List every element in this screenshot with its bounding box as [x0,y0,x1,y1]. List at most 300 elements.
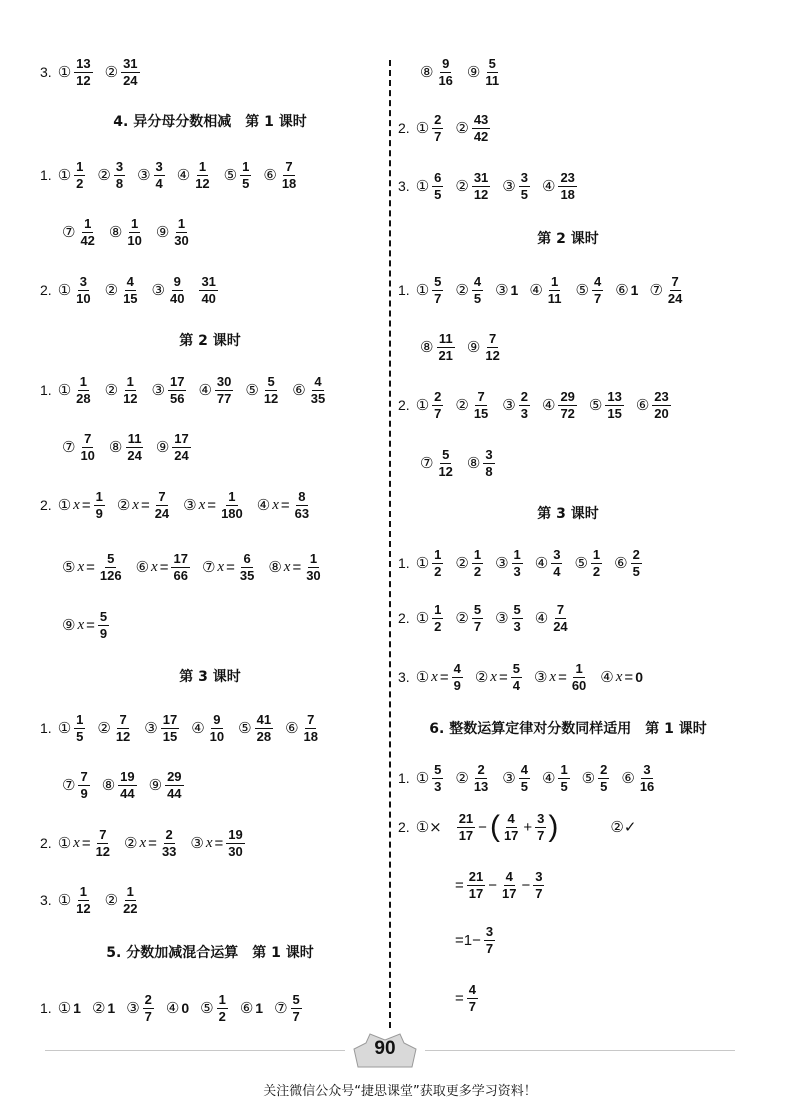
answer-line [40,988,314,1028]
circled-number: ① [415,609,430,627]
answer-item [58,713,87,743]
answer-item [198,375,234,405]
circled-number: ③ [533,668,548,686]
answer-item [97,160,126,190]
answer-item [467,332,503,362]
answer-item [455,763,491,793]
fraction-denominator: 12 [115,728,131,744]
fraction-denominator: 16 [438,72,453,88]
fraction-numerator: 1 [551,273,559,289]
answer-line [453,865,556,905]
fraction-numerator: 5 [442,446,450,462]
fraction [78,770,89,800]
fraction-numerator: 5 [512,660,520,676]
fraction [432,548,443,578]
fraction-denominator: 8 [115,175,124,191]
fraction-numerator: 1 [76,711,84,727]
circled-number: ① [57,834,72,852]
answer-line [420,327,514,367]
parenthesis: ( [489,810,500,843]
fraction [262,375,280,405]
fraction-denominator: 24 [154,505,170,521]
answer-item [495,603,524,633]
fraction [118,770,136,800]
circled-number: ① [57,281,72,299]
fraction-numerator: 4 [507,810,515,826]
fraction-numerator: 23 [560,169,575,185]
fraction-numerator: 1 [434,601,442,617]
fraction [160,828,178,858]
fraction-denominator: 7 [473,618,482,634]
circled-number: ⑦ [62,776,76,794]
answer-line [420,52,513,92]
fraction-denominator: 40 [201,290,216,306]
fraction-denominator: 24 [123,72,138,88]
fraction-numerator: 11 [127,430,142,446]
variable-x: x [283,558,291,575]
answer-item [58,828,113,858]
answer-item [58,375,94,405]
fraction [125,217,143,247]
fraction-denominator: 8 [485,463,493,479]
section-heading: 4. 异分母分数相减 第 1 课时 [113,114,307,130]
fraction-numerator: 1 [95,488,103,504]
fraction-denominator: 5 [560,778,568,794]
fraction [121,885,139,915]
fraction-denominator: 180 [221,505,243,521]
fraction-numerator: 1 [592,546,601,562]
circled-number: ⑨ [466,63,481,81]
answer-item [156,217,192,247]
answer-item [416,113,445,143]
fraction-numerator: 4 [473,273,482,289]
answer-item [542,390,578,420]
circled-number: ① [415,396,430,414]
circled-number: ⑤ [581,769,596,787]
equals-sign: = [81,834,91,852]
fraction-denominator: 44 [120,785,135,801]
answer-line [398,598,582,638]
circled-number: ① [57,496,72,514]
circled-number: ① [415,554,430,572]
fraction-denominator: 5 [434,186,442,202]
fraction-numerator: 13 [607,388,622,404]
circled-number: ⑤ [574,554,588,572]
fraction-denominator: 72 [560,405,575,421]
fraction [240,160,251,190]
circled-number: ⑦ [201,558,216,576]
fraction-denominator: 17 [502,885,517,901]
fraction-denominator: 24 [667,290,683,306]
fraction [558,171,576,201]
answer-line [398,385,683,425]
answer-item [124,828,179,858]
fraction-numerator: 2 [434,388,442,404]
fraction [172,432,190,462]
circled-number: ③ [151,281,165,299]
fraction-numerator: 5 [513,601,521,617]
fraction-denominator: 15 [123,290,138,306]
fraction-numerator: 1 [242,158,250,174]
fraction [432,603,443,633]
answer-item [292,375,328,405]
parenthesis: ) [548,810,559,843]
answer-item [535,548,564,578]
fraction-denominator: 15 [607,405,622,421]
circled-number: ② [97,719,111,737]
answer-item [200,993,229,1023]
circled-number: ①× [415,818,442,836]
fraction [605,390,623,420]
answer-item [190,828,245,858]
answer-item [574,548,603,578]
equals-sign: = [280,496,290,514]
fraction-denominator: 9 [99,625,108,641]
fraction [293,490,311,520]
fraction-denominator: 24 [127,447,142,463]
operator: = [455,876,464,894]
fraction [432,171,443,201]
fraction-numerator: 7 [285,158,293,174]
footer-text: 关注微信公众号“捷思课堂”获取更多学习资料！ [263,1084,537,1099]
answer-item [109,432,145,462]
operator: − [478,818,487,836]
fraction-numerator: 2 [434,111,442,127]
section-heading: 5. 分数加减混合运算 第 1 课时 [106,945,314,961]
fraction-numerator: 7 [671,273,679,289]
fraction-denominator: 30 [306,567,321,583]
answer-item [582,763,611,793]
answer-line [398,807,649,847]
circled-number: ① [415,668,430,686]
fraction-denominator: 9 [95,505,103,521]
answer-line [40,370,339,410]
fraction [238,552,256,582]
fraction-denominator: 7 [535,885,543,901]
question-number: 3. [398,669,410,685]
fraction [78,432,96,462]
fraction-numerator: 21 [468,868,484,884]
fraction-numerator: 17 [174,430,189,446]
fraction-numerator: 1 [228,488,236,504]
operator: =1− [455,931,481,949]
answer-item [58,160,87,190]
answer-item [610,818,638,836]
circled-number: ⑤ [200,999,214,1017]
answer-item [416,548,445,578]
circled-number: ⑧ [101,776,116,794]
answer-item [455,390,491,420]
fraction [436,57,454,87]
circled-number: ② [455,769,469,787]
column-divider [389,60,391,1028]
fraction-denominator: 7 [144,1008,152,1024]
fraction-denominator: 7 [537,827,545,843]
answer-item [62,610,110,640]
circled-number: ②✓ [610,818,637,836]
fraction-numerator: 1 [473,546,482,562]
fraction [199,275,217,305]
fraction-numerator: 7 [488,330,497,346]
answer-line [398,270,696,310]
fraction [591,548,602,578]
fraction-denominator: 10 [209,728,225,744]
fraction-denominator: 7 [593,290,602,306]
fraction-denominator: 5 [632,563,640,579]
circled-number: ⑥ [285,719,299,737]
answer-item [263,160,299,190]
answer-item [257,490,312,520]
fraction-numerator: 2 [165,826,173,842]
circled-number: ③ [151,381,165,399]
equals-sign: = [624,668,634,686]
answer-item [416,812,560,842]
answer-item [542,171,578,201]
fraction-denominator: 2 [434,563,442,579]
circled-number: ⑥ [614,554,628,572]
fraction-numerator: 17 [169,373,185,389]
fraction [436,448,454,478]
variable-x: x [151,558,158,575]
fraction-denominator: 42 [473,128,489,144]
answer-item [455,113,491,143]
circled-number: ③ [495,281,509,299]
fraction-numerator: 5 [267,373,275,389]
answer-item [224,160,253,190]
circled-number: ② [91,999,106,1017]
fraction-denominator: 12 [76,72,91,88]
fraction-denominator: 10 [76,290,91,306]
circled-number: ② [455,119,469,137]
fraction-denominator: 24 [553,618,568,634]
question-number: 1. [40,1000,52,1016]
answer-item [455,171,491,201]
fraction-denominator: 7 [292,1008,300,1024]
fraction-denominator: 4 [512,677,520,693]
answer-line [62,427,203,467]
fraction [168,375,186,405]
answer-item [62,217,98,247]
circled-number: ⑤ [588,396,603,414]
answer-item [621,763,657,793]
answer-item [455,548,484,578]
answer-item [136,552,191,582]
fraction-numerator: 4 [593,273,602,289]
variable-x: x [272,496,279,513]
equals-sign: = [292,558,302,576]
fraction-denominator: 2 [76,175,84,191]
circled-number: ④ [541,177,556,195]
circled-number: ⑥ [263,166,277,184]
fraction-denominator: 15 [162,728,178,744]
operator: + [523,818,533,836]
equals-sign: = [498,668,508,686]
answer-line [453,978,490,1018]
fraction [558,390,576,420]
circled-number: ③ [190,834,204,852]
variable-x: x [615,668,623,685]
fraction-numerator: 17 [173,550,188,566]
circled-number: ② [104,381,119,399]
circled-number: ① [415,177,430,195]
fraction-denominator: 44 [167,785,182,801]
circled-number: ⑧ [466,454,481,472]
answer-item [416,763,445,793]
circled-number: ④ [256,496,271,514]
fraction-numerator: 1 [79,373,87,389]
fraction-denominator: 13 [473,778,489,794]
question-number: 2. [398,120,410,136]
circled-number: ④ [165,999,180,1017]
fraction [652,390,670,420]
fraction-denominator: 30 [228,843,243,859]
section-heading: 第 3 课时 [179,669,241,685]
circled-number: ⑧ [420,63,434,81]
fraction [512,603,523,633]
fraction-numerator: 3 [485,446,493,462]
answer-value: 1 [73,1000,81,1016]
answer-item [589,390,625,420]
fraction-numerator: 1 [79,883,87,899]
section-heading: 第 3 课时 [537,506,599,522]
fraction [533,870,544,900]
variable-x: x [431,668,438,685]
answer-item [238,713,274,743]
answer-item [475,662,523,692]
answer-line [62,212,203,252]
variable-x: x [132,496,139,513]
answer-item [636,390,672,420]
circled-number: ③ [126,999,140,1017]
fraction [121,57,139,87]
answer-item [420,57,456,87]
fraction [472,603,483,633]
question-number: 3. [40,892,52,908]
variable-x: x [549,668,557,685]
fraction [457,812,475,842]
circled-number: ④ [191,719,205,737]
answer-item [615,281,638,299]
fraction-numerator: 3 [553,546,561,562]
answer-line [62,605,121,645]
variable-x: x [198,496,206,513]
answer-item [117,490,172,520]
answer-item [177,160,213,190]
fraction-numerator: 3 [485,923,494,939]
fraction-numerator: 43 [473,111,489,127]
answer-line [398,108,502,148]
fraction-numerator: 19 [120,768,135,784]
answer-item [152,375,188,405]
fraction [304,552,322,582]
answer-item [137,160,166,190]
equals-sign: = [140,496,150,514]
fraction-denominator: 12 [123,390,138,406]
answer-item [245,375,281,405]
section-heading: 6. 整数运算定律对分数同样适用 第 1 课时 [429,721,707,737]
question-number: 3. [40,64,52,80]
fraction-numerator: 7 [477,388,485,404]
fraction-numerator: 31 [473,169,489,185]
fraction-numerator: 30 [216,373,232,389]
fraction-denominator: 9 [453,677,461,693]
fraction-denominator: 77 [216,390,232,406]
answer-line [62,547,335,587]
circled-number: ⑨ [62,616,76,634]
fraction-denominator: 10 [80,447,95,463]
fraction [125,432,143,462]
footer-rule-right [425,1050,735,1051]
fraction-denominator: 28 [256,728,272,744]
fraction-numerator: 9 [213,711,221,727]
fraction [161,713,179,743]
fraction-numerator: 7 [158,488,166,504]
fraction-denominator: 7 [434,405,442,421]
fraction-numerator: 8 [298,488,306,504]
variable-x: x [73,496,80,513]
fraction-numerator: 4 [126,273,134,289]
footer-rule-left [45,1050,345,1051]
circled-number: ② [104,891,119,909]
circled-number: ④ [176,166,191,184]
fraction-numerator: 5 [292,991,300,1007]
fraction [208,713,226,743]
fraction-denominator: 18 [560,186,575,202]
fraction-numerator: 31 [201,273,216,289]
fraction-numerator: 7 [307,711,315,727]
fraction [472,763,490,793]
fraction [472,548,483,578]
circled-number: ⑥ [292,381,306,399]
fraction [143,993,154,1023]
fraction-denominator: 15 [473,405,489,421]
circled-number: ⑨ [466,338,481,356]
question-number: 2. [40,835,52,851]
fraction-numerator: 3 [115,158,124,174]
fraction [78,217,96,247]
circled-number: ⑥ [615,281,629,299]
fraction-denominator: 12 [195,175,210,191]
fraction-denominator: 4 [155,175,163,191]
answer-item [455,275,484,305]
equals-sign: = [226,558,235,576]
fraction-numerator: 4 [505,868,513,884]
equals-sign: = [207,496,217,514]
fraction [551,548,562,578]
section-heading: 第 2 课时 [179,333,241,349]
fraction-denominator: 63 [294,505,310,521]
circled-number: ⑤ [238,719,252,737]
fraction [598,763,609,793]
answer-item [649,275,685,305]
fraction-numerator: 1 [126,373,134,389]
answer-item [455,603,484,633]
fraction-numerator: 41 [256,711,272,727]
fraction [217,993,228,1023]
circled-number: ⑨ [155,438,170,456]
fraction [472,113,490,143]
question-number: 1. [398,282,410,298]
variable-x: x [139,834,147,851]
fraction-denominator: 12 [473,186,489,202]
answer-value: 1 [510,282,519,298]
answer-item [105,375,141,405]
fraction [432,763,443,793]
fraction [114,713,132,743]
fraction-numerator: 2 [600,761,608,777]
fraction-numerator: 1 [76,158,84,174]
fraction-numerator: 21 [458,810,474,826]
